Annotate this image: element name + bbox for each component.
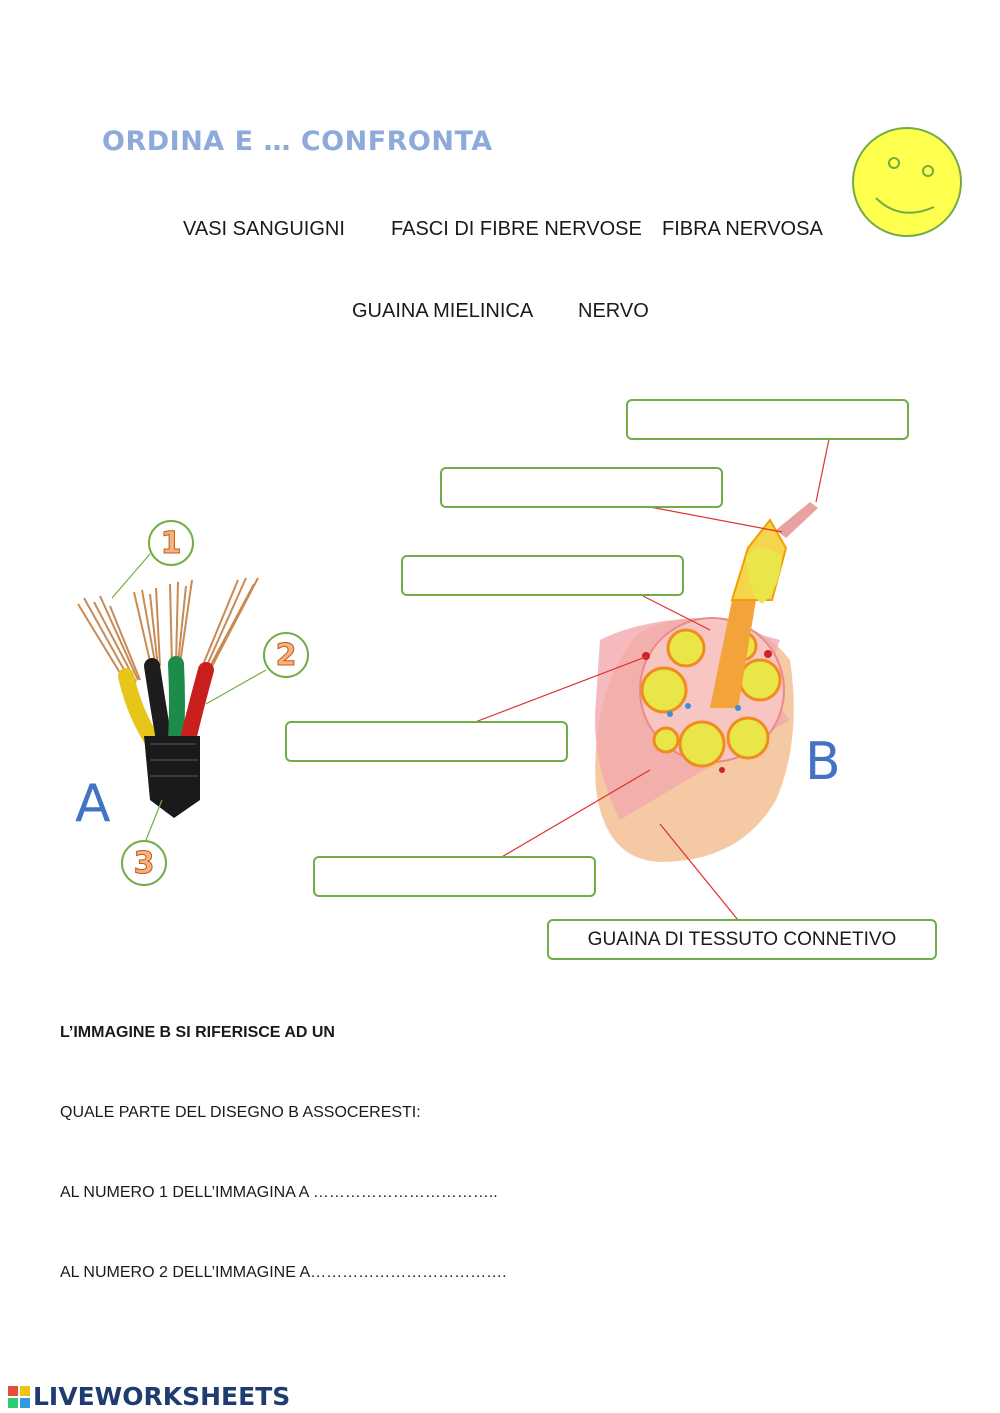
answer-box-3[interactable] bbox=[401, 555, 684, 596]
answer-box-1[interactable] bbox=[626, 399, 909, 440]
answer-box-2[interactable] bbox=[440, 467, 723, 508]
liveworksheets-icon bbox=[8, 1386, 30, 1408]
question-4: AL NUMERO 2 DELL’IMMAGINE A………………………………. bbox=[60, 1264, 507, 1281]
word-fibra-nervosa: FIBRA NERVOSA bbox=[662, 218, 823, 240]
footer-brand: LIVEWORKSHEETS bbox=[33, 1382, 291, 1411]
question-1: L’IMMAGINE B SI RIFERISCE AD UN bbox=[60, 1024, 335, 1041]
word-nervo: NERVO bbox=[578, 300, 649, 322]
answer-box-5[interactable] bbox=[313, 856, 596, 897]
page-title: ORDINA E … CONFRONTA bbox=[102, 126, 493, 157]
image-a-label: A bbox=[75, 774, 111, 834]
smiley-icon bbox=[853, 128, 961, 236]
word-vasi-sanguigni: VASI SANGUIGNI bbox=[183, 218, 345, 240]
word-fasci-fibre: FASCI DI FIBRE NERVOSE bbox=[391, 218, 642, 240]
number-3-badge: 3 bbox=[121, 840, 167, 886]
question-2: QUALE PARTE DEL DISEGNO B ASSOCERESTI: bbox=[60, 1104, 421, 1121]
image-b-label: B bbox=[805, 732, 841, 792]
question-3: AL NUMERO 1 DELL’IMMAGINA A …………………………….. bbox=[60, 1184, 498, 1201]
footer-logo[interactable] bbox=[8, 1382, 290, 1411]
fixed-label-box: GUAINA DI TESSUTO CONNETIVO bbox=[547, 919, 937, 960]
number-1-badge: 1 bbox=[148, 520, 194, 566]
number-2-badge: 2 bbox=[263, 632, 309, 678]
word-guaina-mielinica: GUAINA MIELINICA bbox=[352, 300, 534, 322]
answer-box-4[interactable] bbox=[285, 721, 568, 762]
